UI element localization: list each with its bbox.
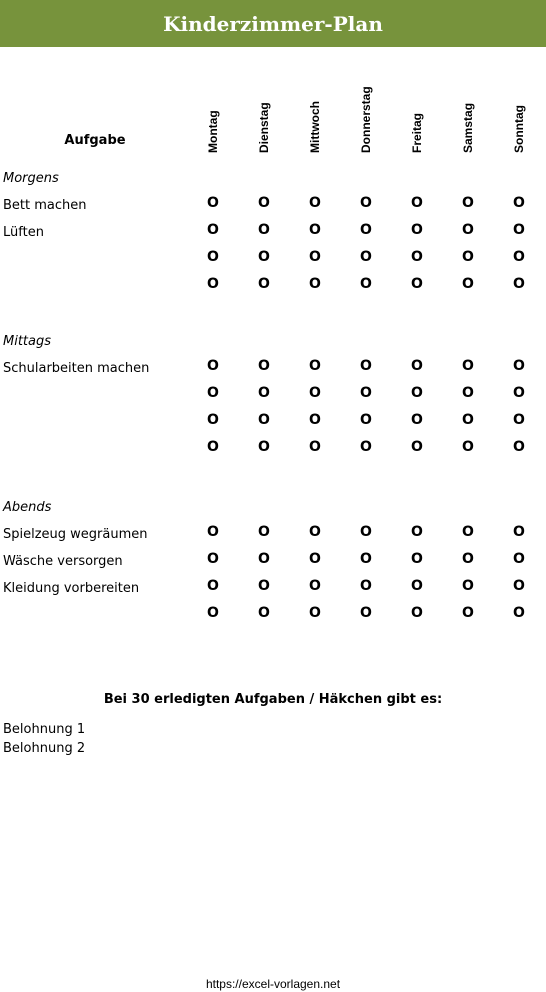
checkbox-mark[interactable]: O — [258, 385, 270, 401]
checkbox-mark[interactable]: O — [462, 551, 474, 567]
checkbox-mark[interactable]: O — [513, 551, 525, 567]
checkbox-mark[interactable]: O — [207, 358, 219, 374]
checkbox-mark[interactable]: O — [207, 195, 219, 211]
checkbox-mark[interactable]: O — [462, 195, 474, 211]
checkbox-mark[interactable]: O — [207, 439, 219, 455]
page-title: Kinderzimmer-Plan — [163, 11, 383, 36]
checkbox-mark[interactable]: O — [309, 439, 321, 455]
checkbox-mark[interactable]: O — [360, 385, 372, 401]
section-label: Abends — [3, 500, 52, 515]
checkbox-mark[interactable]: O — [462, 439, 474, 455]
checkbox-mark[interactable]: O — [207, 551, 219, 567]
task-label: Schularbeiten machen — [3, 361, 150, 376]
checkbox-mark[interactable]: O — [309, 412, 321, 428]
title-bar — [0, 0, 546, 47]
task-label: Wäsche versorgen — [3, 554, 123, 569]
checkbox-mark[interactable]: O — [411, 412, 423, 428]
checkbox-mark[interactable]: O — [411, 524, 423, 540]
checkbox-mark[interactable]: O — [513, 524, 525, 540]
checkbox-mark[interactable]: O — [360, 222, 372, 238]
checkbox-mark[interactable]: O — [462, 222, 474, 238]
section-label: Morgens — [3, 171, 59, 186]
checkbox-mark[interactable]: O — [513, 249, 525, 265]
checkbox-mark[interactable]: O — [207, 524, 219, 540]
reward-item-1: Belohnung 1 — [3, 722, 86, 737]
checkbox-mark[interactable]: O — [360, 524, 372, 540]
checkbox-mark[interactable]: O — [462, 605, 474, 621]
checkbox-mark[interactable]: O — [258, 195, 270, 211]
footer-url[interactable]: https://excel-vorlagen.net — [205, 977, 341, 991]
checkbox-mark[interactable]: O — [513, 412, 525, 428]
day-header-label: Montag — [206, 110, 220, 153]
checkbox-mark[interactable]: O — [309, 222, 321, 238]
checkbox-mark[interactable]: O — [207, 605, 219, 621]
checkbox-mark[interactable]: O — [513, 439, 525, 455]
checkbox-mark[interactable]: O — [513, 276, 525, 292]
checkbox-mark[interactable]: O — [411, 578, 423, 594]
checkbox-mark[interactable]: O — [462, 385, 474, 401]
task-label: Kleidung vorbereiten — [3, 581, 140, 596]
checkbox-mark[interactable]: O — [513, 385, 525, 401]
checkbox-mark[interactable]: O — [360, 358, 372, 374]
checkbox-mark[interactable]: O — [360, 412, 372, 428]
checkbox-mark[interactable]: O — [207, 276, 219, 292]
checkbox-mark[interactable]: O — [462, 578, 474, 594]
checkbox-mark[interactable]: O — [207, 412, 219, 428]
task-label: Spielzeug wegräumen — [3, 527, 148, 542]
checkbox-mark[interactable]: O — [258, 249, 270, 265]
checkbox-mark[interactable]: O — [462, 276, 474, 292]
checkbox-mark[interactable]: O — [207, 578, 219, 594]
checkbox-mark[interactable]: O — [207, 222, 219, 238]
checkbox-mark[interactable]: O — [360, 605, 372, 621]
checkbox-mark[interactable]: O — [513, 578, 525, 594]
checkbox-mark[interactable]: O — [462, 524, 474, 540]
checkbox-mark[interactable]: O — [462, 358, 474, 374]
checkbox-mark[interactable]: O — [360, 551, 372, 567]
checkbox-mark[interactable]: O — [360, 439, 372, 455]
day-header-label: Dienstag — [257, 102, 271, 153]
checkbox-mark[interactable]: O — [258, 439, 270, 455]
checkbox-mark[interactable]: O — [513, 605, 525, 621]
checkbox-mark[interactable]: O — [411, 439, 423, 455]
checkbox-mark[interactable]: O — [360, 276, 372, 292]
checkbox-mark[interactable]: O — [309, 195, 321, 211]
reward-title: Bei 30 erledigten Aufgaben / Häkchen gibt es: — [103, 692, 443, 707]
section-label: Mittags — [3, 334, 52, 349]
checkbox-mark[interactable]: O — [207, 249, 219, 265]
checkbox-mark[interactable]: O — [309, 524, 321, 540]
checkbox-mark[interactable]: O — [360, 195, 372, 211]
checkbox-mark[interactable]: O — [513, 358, 525, 374]
checkbox-mark[interactable]: O — [309, 578, 321, 594]
checkbox-mark[interactable]: O — [462, 412, 474, 428]
checkbox-mark[interactable]: O — [258, 276, 270, 292]
checkbox-mark[interactable]: O — [513, 195, 525, 211]
task-column-header: Aufgabe — [64, 133, 126, 148]
checkbox-mark[interactable]: O — [513, 222, 525, 238]
checkbox-mark[interactable]: O — [309, 276, 321, 292]
checkbox-mark[interactable]: O — [309, 385, 321, 401]
day-header-label: Samstag — [461, 102, 475, 153]
day-header-label: Donnerstag — [359, 86, 373, 153]
checkbox-mark[interactable]: O — [462, 249, 474, 265]
day-header-label: Mittwoch — [308, 101, 322, 153]
checkbox-mark[interactable]: O — [411, 605, 423, 621]
checkbox-mark[interactable]: O — [258, 605, 270, 621]
checkbox-mark[interactable]: O — [309, 249, 321, 265]
checkbox-mark[interactable]: O — [258, 222, 270, 238]
checkbox-mark[interactable]: O — [309, 551, 321, 567]
checkbox-mark[interactable]: O — [411, 276, 423, 292]
checkbox-mark[interactable]: O — [258, 578, 270, 594]
checkbox-mark[interactable]: O — [360, 578, 372, 594]
checkbox-mark[interactable]: O — [360, 249, 372, 265]
checkbox-mark[interactable]: O — [411, 358, 423, 374]
checkbox-mark[interactable]: O — [258, 412, 270, 428]
checkbox-mark[interactable]: O — [411, 551, 423, 567]
checkbox-mark[interactable]: O — [411, 385, 423, 401]
checkbox-mark[interactable]: O — [411, 249, 423, 265]
day-header-label: Freitag — [410, 112, 424, 153]
checkbox-mark[interactable]: O — [411, 195, 423, 211]
checkbox-mark[interactable]: O — [258, 551, 270, 567]
task-label: Bett machen — [3, 198, 87, 213]
checkbox-mark[interactable]: O — [411, 222, 423, 238]
checkbox-mark[interactable]: O — [309, 605, 321, 621]
task-label: Lüften — [3, 225, 44, 240]
reward-item-2: Belohnung 2 — [3, 741, 86, 756]
checkbox-mark[interactable]: O — [309, 358, 321, 374]
checkbox-mark[interactable]: O — [207, 385, 219, 401]
checkbox-mark[interactable]: O — [258, 524, 270, 540]
day-header-label: Sonntag — [512, 105, 526, 153]
checkbox-mark[interactable]: O — [258, 358, 270, 374]
